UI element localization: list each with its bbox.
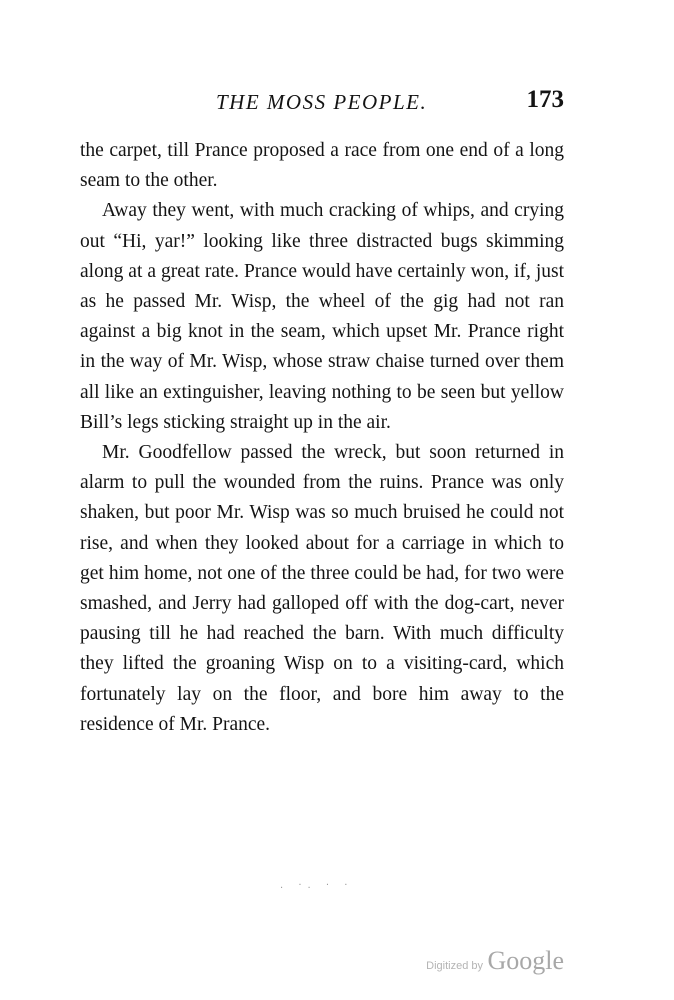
- watermark-prefix: Digitized by: [426, 960, 483, 972]
- google-logo: Google: [487, 946, 564, 975]
- running-title: THE MOSS PEOPLE.: [216, 90, 428, 114]
- paragraph-3: Mr. Goodfellow passed the wreck, but soon returned in alarm to pull the wounded from the ruins. Prance was only shaken, but poor Mr. Wisp was so much bruised he could not rise, and when they looked about for a carriage in which to get him home, not one of the three could be had, for two were smashed, and Jerry had galloped off with the dog-cart, never pausing till he had reached the barn. With much difficulty they lifted the groaning Wisp on to a visiting-card, which fortunately lay on the floor, and bore him away to the residence of Mr. Prance.: [80, 442, 564, 735]
- running-head: [80, 86, 564, 120]
- digitized-watermark: [426, 946, 564, 976]
- paragraph-1: the carpet, till Prance proposed a race from one end of a long seam to the other.: [80, 140, 564, 192]
- page-number: 173: [526, 86, 564, 113]
- body-text: [80, 136, 564, 740]
- scan-specks: . ·. · ·: [280, 880, 354, 891]
- paragraph-2: Away they went, with much cracking of whips, and crying out “Hi, yar!” looking like three distracted bugs skimming along at a great rate. Prance would have certainly won, if, just as he passed Mr. Wisp, the wheel of the gig had not ran against a big knot in the seam, which upset Mr. Prance right in the way of Mr. Wisp, whose straw chaise turned over them all like an extinguisher, leaving nothing to be seen but yellow Bill’s legs sticking straight up in the air.: [80, 200, 564, 433]
